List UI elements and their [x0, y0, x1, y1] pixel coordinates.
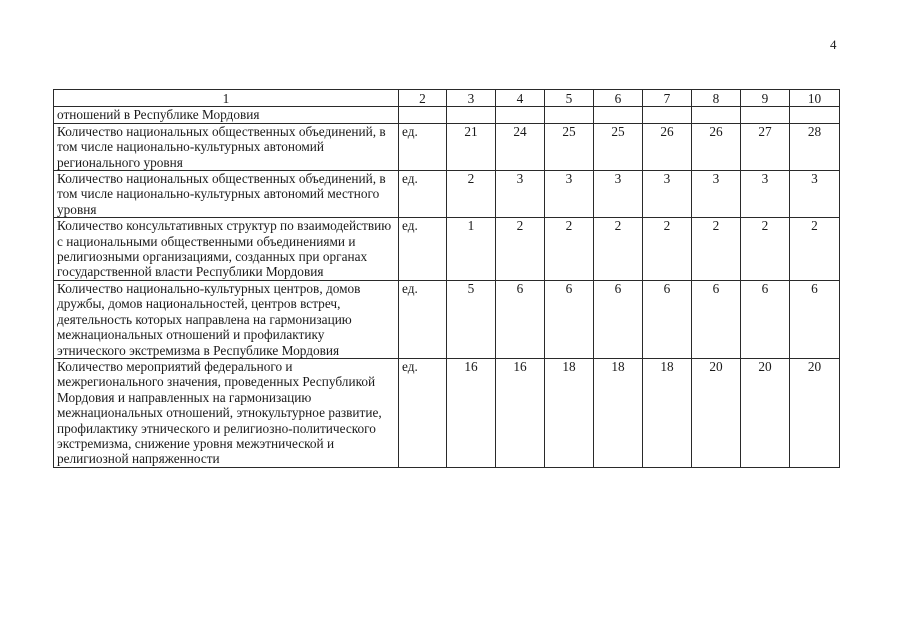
value-cell: 21 — [447, 123, 496, 170]
table-row — [54, 171, 840, 218]
value-cell: 6 — [643, 280, 692, 358]
empty-cell — [496, 107, 545, 123]
value-cell: 2 — [447, 171, 496, 218]
value-cell: 2 — [692, 218, 741, 281]
header-cell: 3 — [447, 90, 496, 107]
value-cell: 20 — [692, 358, 741, 467]
table-row — [54, 218, 840, 281]
empty-cell — [399, 107, 447, 123]
value-cell: 18 — [545, 358, 594, 467]
value-cell: 2 — [496, 218, 545, 281]
continuation-row — [54, 107, 840, 123]
indicators-table — [53, 89, 840, 468]
value-cell: 1 — [447, 218, 496, 281]
table-row — [54, 280, 840, 358]
header-cell: 8 — [692, 90, 741, 107]
value-cell: 2 — [643, 218, 692, 281]
unit-cell: ед. — [399, 123, 447, 170]
empty-cell — [741, 107, 790, 123]
value-cell: 26 — [643, 123, 692, 170]
table-header-row — [54, 90, 840, 107]
header-cell: 4 — [496, 90, 545, 107]
value-cell: 6 — [594, 280, 643, 358]
indicator-cell: Количество мероприятий федерального и межрегионального значения, проведенных Республикой Мордовия и направленных на гармонизацию межнациональных отношений, этнокультурное развитие, профилактику этнического и религиозно-политического экстремизма, снижение уровня межэтнической и религиозной напряженности — [54, 358, 399, 467]
header-cell: 5 — [545, 90, 594, 107]
value-cell: 28 — [790, 123, 840, 170]
header-cell: 2 — [399, 90, 447, 107]
value-cell: 3 — [545, 171, 594, 218]
value-cell: 20 — [741, 358, 790, 467]
value-cell: 26 — [692, 123, 741, 170]
value-cell: 2 — [545, 218, 594, 281]
unit-cell: ед. — [399, 358, 447, 467]
empty-cell — [594, 107, 643, 123]
value-cell: 3 — [790, 171, 840, 218]
value-cell: 18 — [643, 358, 692, 467]
table-row — [54, 358, 840, 467]
indicator-cell: Количество национальных общественных объединений, в том числе национально-культурных автономий регионального уровня — [54, 123, 399, 170]
empty-cell — [545, 107, 594, 123]
unit-cell: ед. — [399, 218, 447, 281]
value-cell: 6 — [545, 280, 594, 358]
page-number: 4 — [830, 37, 837, 52]
value-cell: 16 — [496, 358, 545, 467]
header-cell: 7 — [643, 90, 692, 107]
unit-cell: ед. — [399, 171, 447, 218]
value-cell: 6 — [496, 280, 545, 358]
value-cell: 6 — [741, 280, 790, 358]
indicator-cell: Количество национальных общественных объединений, в том числе национально-культурных автономий местного уровня — [54, 171, 399, 218]
header-cell: 6 — [594, 90, 643, 107]
value-cell: 2 — [790, 218, 840, 281]
value-cell: 20 — [790, 358, 840, 467]
value-cell: 25 — [594, 123, 643, 170]
value-cell: 18 — [594, 358, 643, 467]
empty-cell — [447, 107, 496, 123]
value-cell: 3 — [496, 171, 545, 218]
value-cell: 3 — [594, 171, 643, 218]
value-cell: 3 — [741, 171, 790, 218]
table-row — [54, 123, 840, 170]
header-cell: 1 — [54, 90, 399, 107]
value-cell: 3 — [643, 171, 692, 218]
value-cell: 6 — [692, 280, 741, 358]
header-cell: 9 — [741, 90, 790, 107]
empty-cell — [790, 107, 840, 123]
indicator-cell: Количество национально-культурных центров, домов дружбы, домов национальностей, центров встреч, деятельность которых направлена на гармонизацию межнациональных отношений и профилактику этнического экстремизма в Республике Мордовия — [54, 280, 399, 358]
unit-cell: ед. — [399, 280, 447, 358]
empty-cell — [692, 107, 741, 123]
value-cell: 5 — [447, 280, 496, 358]
value-cell: 2 — [594, 218, 643, 281]
value-cell: 3 — [692, 171, 741, 218]
value-cell: 2 — [741, 218, 790, 281]
header-cell: 10 — [790, 90, 840, 107]
value-cell: 24 — [496, 123, 545, 170]
value-cell: 27 — [741, 123, 790, 170]
value-cell: 16 — [447, 358, 496, 467]
empty-cell — [643, 107, 692, 123]
indicator-cell: Количество консультативных структур по взаимодействию с национальными общественными объединениями и религиозными организациями, созданных при органах государственной власти Республики Мордовия — [54, 218, 399, 281]
value-cell: 25 — [545, 123, 594, 170]
value-cell: 6 — [790, 280, 840, 358]
continuation-text: отношений в Республике Мордовия — [54, 107, 399, 123]
